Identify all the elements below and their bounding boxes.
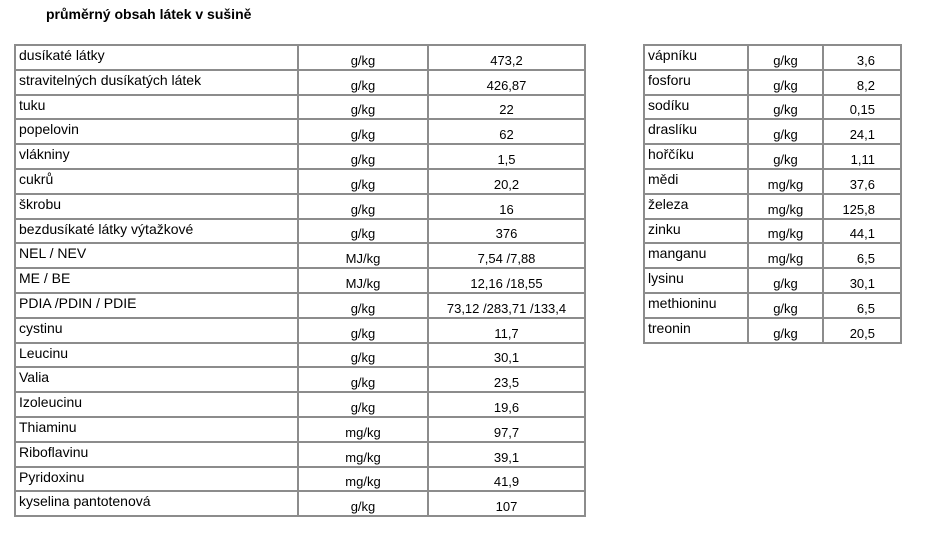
table-row bbox=[644, 119, 901, 144]
unit-cell: g/kg bbox=[748, 45, 823, 70]
nutrient-name-cell: železa bbox=[644, 194, 748, 219]
nutrient-name-cell: vápníku bbox=[644, 45, 748, 70]
nutrient-name-cell: PDIA /PDIN / PDIE bbox=[15, 293, 298, 318]
nutrient-name-cell: cukrů bbox=[15, 169, 298, 194]
value-cell: 376 bbox=[428, 219, 585, 244]
value-cell: 0,15 bbox=[823, 95, 901, 120]
value-cell: 473,2 bbox=[428, 45, 585, 70]
table-row bbox=[644, 318, 901, 343]
value-cell: 39,1 bbox=[428, 442, 585, 467]
unit-cell: g/kg bbox=[298, 219, 428, 244]
value-cell: 1,5 bbox=[428, 144, 585, 169]
nutrient-name-cell: popelovin bbox=[15, 119, 298, 144]
value-cell: 7,54 /7,88 bbox=[428, 243, 585, 268]
value-cell: 62 bbox=[428, 119, 585, 144]
value-cell: 125,8 bbox=[823, 194, 901, 219]
nutrient-name-cell: lysinu bbox=[644, 268, 748, 293]
table-row bbox=[644, 169, 901, 194]
table-row bbox=[644, 194, 901, 219]
table-row bbox=[15, 343, 585, 368]
value-cell: 44,1 bbox=[823, 219, 901, 244]
value-cell: 6,5 bbox=[823, 243, 901, 268]
nutrient-name-cell: NEL / NEV bbox=[15, 243, 298, 268]
unit-cell: g/kg bbox=[298, 70, 428, 95]
unit-cell: g/kg bbox=[298, 95, 428, 120]
nutrient-name-cell: škrobu bbox=[15, 194, 298, 219]
value-cell: 24,1 bbox=[823, 119, 901, 144]
nutrient-name-cell: Leucinu bbox=[15, 343, 298, 368]
unit-cell: MJ/kg bbox=[298, 268, 428, 293]
value-cell: 30,1 bbox=[823, 268, 901, 293]
unit-cell: g/kg bbox=[298, 343, 428, 368]
nutrient-name-cell: Valia bbox=[15, 367, 298, 392]
unit-cell: g/kg bbox=[748, 293, 823, 318]
value-cell: 11,7 bbox=[428, 318, 585, 343]
page-title: průměrný obsah látek v sušině bbox=[46, 6, 252, 22]
nutrient-name-cell: treonin bbox=[644, 318, 748, 343]
unit-cell: MJ/kg bbox=[298, 243, 428, 268]
nutrient-name-cell: sodíku bbox=[644, 95, 748, 120]
table-row bbox=[15, 491, 585, 516]
value-cell: 22 bbox=[428, 95, 585, 120]
unit-cell: g/kg bbox=[748, 95, 823, 120]
nutrient-name-cell: cystinu bbox=[15, 318, 298, 343]
unit-cell: g/kg bbox=[298, 194, 428, 219]
nutrient-name-cell: Pyridoxinu bbox=[15, 467, 298, 492]
table-row bbox=[15, 169, 585, 194]
table-row bbox=[15, 119, 585, 144]
table-row bbox=[15, 268, 585, 293]
unit-cell: g/kg bbox=[298, 293, 428, 318]
nutrient-table-right-body bbox=[644, 45, 901, 343]
value-cell: 41,9 bbox=[428, 467, 585, 492]
table-row bbox=[644, 268, 901, 293]
nutrient-name-cell: zinku bbox=[644, 219, 748, 244]
table-row bbox=[15, 318, 585, 343]
table-row bbox=[15, 219, 585, 244]
unit-cell: mg/kg bbox=[748, 194, 823, 219]
nutrient-name-cell: stravitelných dusíkatých látek bbox=[15, 70, 298, 95]
nutrient-name-cell: ME / BE bbox=[15, 268, 298, 293]
nutrient-name-cell: fosforu bbox=[644, 70, 748, 95]
table-row bbox=[644, 95, 901, 120]
table-row bbox=[15, 293, 585, 318]
value-cell: 23,5 bbox=[428, 367, 585, 392]
nutrient-table-right bbox=[643, 44, 902, 344]
value-cell: 3,6 bbox=[823, 45, 901, 70]
table-row bbox=[15, 367, 585, 392]
nutrient-name-cell: Thiaminu bbox=[15, 417, 298, 442]
unit-cell: mg/kg bbox=[298, 442, 428, 467]
nutrient-name-cell: Riboflavinu bbox=[15, 442, 298, 467]
value-cell: 97,7 bbox=[428, 417, 585, 442]
table-row bbox=[15, 392, 585, 417]
value-cell: 16 bbox=[428, 194, 585, 219]
unit-cell: g/kg bbox=[748, 70, 823, 95]
nutrient-name-cell: bezdusíkaté látky výtažkové bbox=[15, 219, 298, 244]
unit-cell: mg/kg bbox=[748, 219, 823, 244]
unit-cell: g/kg bbox=[748, 119, 823, 144]
unit-cell: mg/kg bbox=[298, 417, 428, 442]
unit-cell: g/kg bbox=[298, 119, 428, 144]
unit-cell: g/kg bbox=[298, 367, 428, 392]
nutrient-name-cell: mědi bbox=[644, 169, 748, 194]
unit-cell: mg/kg bbox=[748, 243, 823, 268]
table-row bbox=[15, 467, 585, 492]
table-row bbox=[644, 219, 901, 244]
value-cell: 426,87 bbox=[428, 70, 585, 95]
unit-cell: g/kg bbox=[298, 169, 428, 194]
nutrient-name-cell: methioninu bbox=[644, 293, 748, 318]
nutrient-name-cell: dusíkaté látky bbox=[15, 45, 298, 70]
unit-cell: g/kg bbox=[748, 144, 823, 169]
value-cell: 20,5 bbox=[823, 318, 901, 343]
unit-cell: g/kg bbox=[298, 45, 428, 70]
table-row bbox=[15, 144, 585, 169]
value-cell: 73,12 /283,71 /133,4 bbox=[428, 293, 585, 318]
nutrient-name-cell: draslíku bbox=[644, 119, 748, 144]
value-cell: 30,1 bbox=[428, 343, 585, 368]
unit-cell: mg/kg bbox=[748, 169, 823, 194]
value-cell: 12,16 /18,55 bbox=[428, 268, 585, 293]
table-row bbox=[644, 45, 901, 70]
table-row bbox=[644, 243, 901, 268]
unit-cell: g/kg bbox=[298, 392, 428, 417]
unit-cell: g/kg bbox=[298, 318, 428, 343]
table-row bbox=[15, 45, 585, 70]
table-row bbox=[15, 417, 585, 442]
nutrient-name-cell: kyselina pantotenová bbox=[15, 491, 298, 516]
unit-cell: g/kg bbox=[748, 268, 823, 293]
table-row bbox=[15, 70, 585, 95]
nutrient-name-cell: tuku bbox=[15, 95, 298, 120]
table-row bbox=[15, 194, 585, 219]
unit-cell: g/kg bbox=[298, 491, 428, 516]
table-row bbox=[15, 95, 585, 120]
value-cell: 6,5 bbox=[823, 293, 901, 318]
value-cell: 107 bbox=[428, 491, 585, 516]
nutrient-table-left-body bbox=[15, 45, 585, 516]
nutrient-name-cell: hořčíku bbox=[644, 144, 748, 169]
unit-cell: g/kg bbox=[748, 318, 823, 343]
table-row bbox=[644, 293, 901, 318]
value-cell: 37,6 bbox=[823, 169, 901, 194]
table-row bbox=[644, 144, 901, 169]
value-cell: 8,2 bbox=[823, 70, 901, 95]
nutrient-name-cell: Izoleucinu bbox=[15, 392, 298, 417]
unit-cell: mg/kg bbox=[298, 467, 428, 492]
table-row bbox=[15, 243, 585, 268]
nutrient-name-cell: vlákniny bbox=[15, 144, 298, 169]
value-cell: 1,11 bbox=[823, 144, 901, 169]
value-cell: 19,6 bbox=[428, 392, 585, 417]
table-row bbox=[644, 70, 901, 95]
nutrient-table-left bbox=[14, 44, 586, 517]
nutrient-name-cell: manganu bbox=[644, 243, 748, 268]
value-cell: 20,2 bbox=[428, 169, 585, 194]
table-row bbox=[15, 442, 585, 467]
unit-cell: g/kg bbox=[298, 144, 428, 169]
